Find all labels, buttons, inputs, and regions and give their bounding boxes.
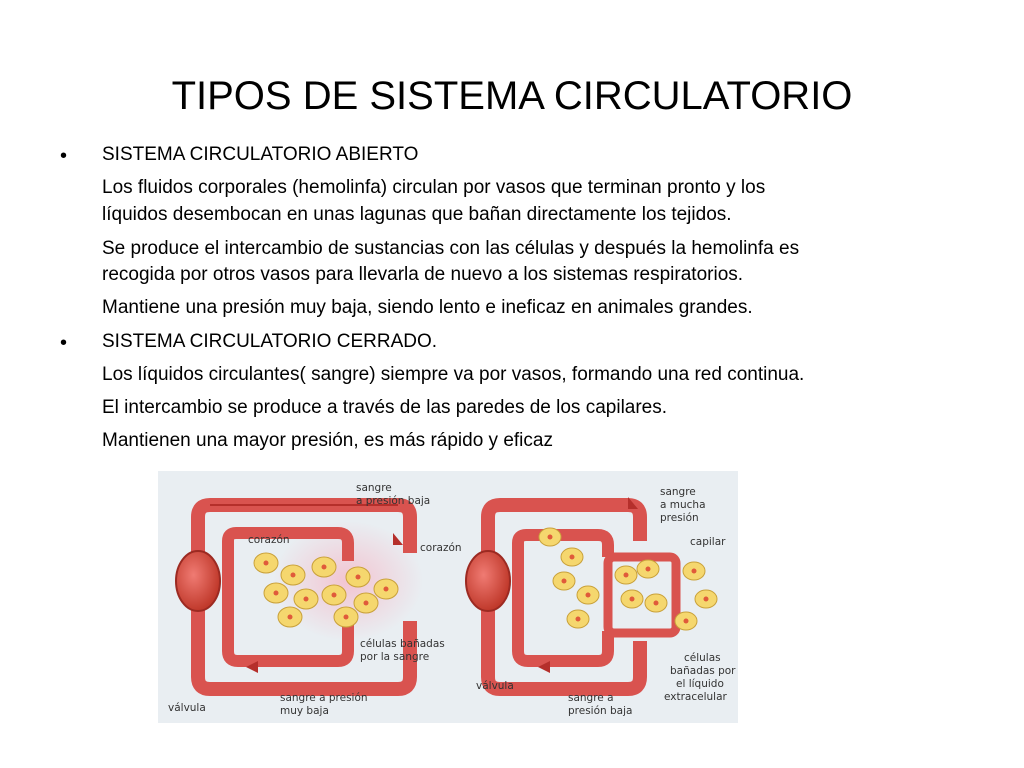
text-line: Los fluidos corporales (hemolinfa) circulan por vasos que terminan pronto y los [102, 177, 766, 198]
label-pressure-top-closed: sangre [660, 486, 696, 498]
label-pressure-bottom-closed-2: presión baja [568, 705, 633, 717]
label-capillary: capilar [690, 536, 726, 548]
label-valve-open: válvula [168, 702, 206, 714]
label-pressure-top-closed-3: presión [660, 512, 699, 524]
label-heart-open: corazón [248, 534, 290, 546]
label-pressure-top-closed-2: a mucha [660, 499, 706, 511]
label-cells-closed: células [684, 652, 721, 664]
text-line: El intercambio se produce a través de las paredes de los capilares. [102, 397, 668, 418]
heading-closed-system: SISTEMA CIRCULATORIO CERRADO. [102, 331, 438, 352]
label-cells-open-2: por la sangre [360, 651, 430, 663]
label-pressure-top-open: sangre [356, 482, 392, 494]
open-system-diagram [168, 482, 445, 717]
text-line: Los líquidos circulantes( sangre) siempre va por vasos, formando una red continua. [102, 364, 805, 385]
label-heart-closed: corazón [420, 542, 462, 554]
label-cells-closed-4: extracelular [664, 691, 727, 703]
text-line: líquidos desembocan en unas lagunas que bañan directamente los tejidos. [102, 204, 732, 225]
heading-open-system: SISTEMA CIRCULATORIO ABIERTO [102, 144, 419, 165]
label-pressure-bottom-closed: sangre a [568, 692, 614, 704]
circulatory-diagram [158, 471, 738, 723]
closed-system-diagram [420, 486, 736, 717]
bullet-open: • [60, 145, 68, 167]
label-cells-closed-3: el líquido [676, 678, 724, 690]
text-line: Mantiene una presión muy baja, siendo lento e ineficaz en animales grandes. [102, 297, 753, 318]
label-pressure-bottom-open: sangre a presión [280, 692, 368, 704]
slide-title: TIPOS DE SISTEMA CIRCULATORIO [171, 74, 853, 118]
label-pressure-top-open-2: a presión baja [356, 495, 431, 507]
label-valve-closed: válvula [476, 680, 514, 692]
label-pressure-bottom-open-2: muy baja [280, 705, 329, 717]
text-line: Mantienen una mayor presión, es más rápido y eficaz [102, 430, 553, 451]
text-line: recogida por otros vasos para llevarla de nuevo a los sistemas respiratorios. [102, 264, 744, 285]
label-cells-closed-2: bañadas por [670, 665, 736, 677]
bullet-closed: • [60, 332, 68, 354]
heart-icon [176, 551, 220, 611]
label-cells-open: células bañadas [360, 638, 445, 650]
heart-icon [466, 551, 510, 611]
text-line: Se produce el intercambio de sustancias con las células y después la hemolinfa es [102, 238, 800, 259]
